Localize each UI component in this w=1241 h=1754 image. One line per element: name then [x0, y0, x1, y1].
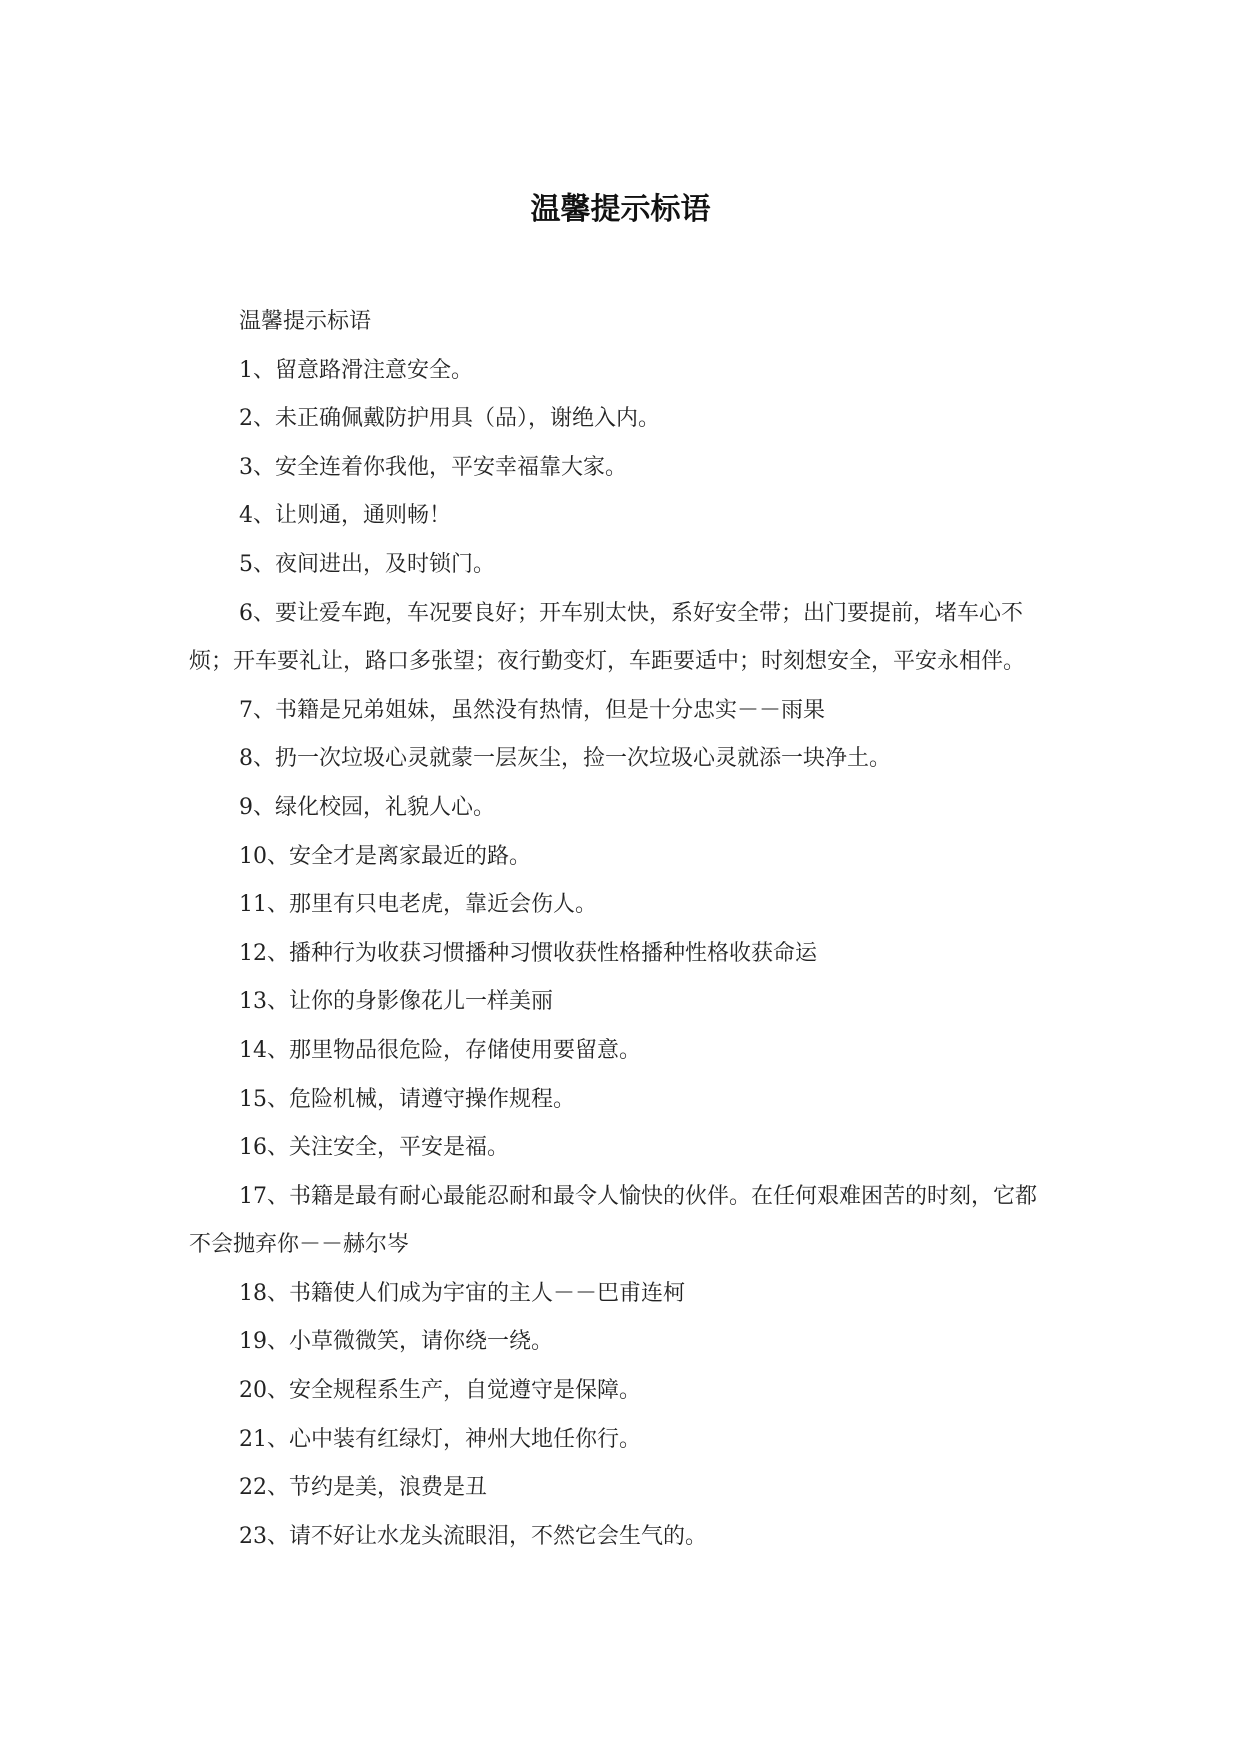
slogan-item: 11、那里有只电老虎，靠近会伤人。: [239, 892, 597, 918]
slogan-item: 2、未正确佩戴防护用具（品），谢绝入内。: [239, 406, 660, 432]
slogan-item: 22、节约是美，浪费是丑: [239, 1475, 487, 1501]
slogan-item: 12、播种行为收获习惯播种习惯收获性格播种性格收获命运: [239, 940, 817, 966]
paragraph-heading: 温馨提示标语: [239, 309, 372, 334]
slogan-item: 14、那里物品很危险，存储使用要留意。: [239, 1037, 641, 1063]
slogan-item: 9、绿化校园，礼貌人心。: [239, 794, 495, 820]
slogan-item: 21、心中装有红绿灯，神州大地任你行。: [239, 1426, 641, 1452]
slogan-item: 18、书籍使人们成为宇宙的主人－－巴甫连柯: [239, 1280, 685, 1306]
slogan-item: 16、关注安全，平安是福。: [239, 1135, 509, 1161]
slogan-item: 10、安全才是离家最近的路。: [239, 843, 531, 869]
slogan-item: 15、危险机械，请遵守操作规程。: [239, 1086, 575, 1112]
slogan-item: 13、让你的身影像花儿一样美丽: [239, 989, 553, 1015]
slogan-item: 5、夜间进出，及时锁门。: [239, 551, 495, 577]
slogan-item: 7、书籍是兄弟姐妹，虽然没有热情，但是十分忠实－－雨果: [239, 697, 825, 723]
slogan-item: 6、要让爱车跑，车况要良好；开车别太快，系好安全带；出门要提前，堵车心不烦；开车要礼让，路口多张望；夜行勤变灯，车距要适中；时刻想安全，平安永相伴。: [189, 600, 1026, 675]
slogan-item: 4、让则通，通则畅！: [239, 503, 451, 529]
slogan-item: 20、安全规程系生产，自觉遵守是保障。: [239, 1378, 641, 1404]
slogan-item: 19、小草微微笑，请你绕一绕。: [239, 1329, 553, 1355]
document-title: 温馨提示标语: [530, 192, 711, 227]
slogan-item: 23、请不好让水龙头流眼泪，不然它会生气的。: [239, 1523, 707, 1549]
slogan-item: 1、留意路滑注意安全。: [239, 357, 473, 383]
slogan-item: 3、安全连着你我他，平安幸福靠大家。: [239, 454, 627, 480]
slogan-item: 8、扔一次垃圾心灵就蒙一层灰尘，捡一次垃圾心灵就添一块净土。: [239, 746, 891, 772]
document-body: [189, 298, 1051, 1561]
slogan-item: 17、书籍是最有耐心最能忍耐和最令人愉快的伙伴。在任何艰难困苦的时刻，它都不会抛弃你－－赫尔岑: [189, 1183, 1037, 1258]
